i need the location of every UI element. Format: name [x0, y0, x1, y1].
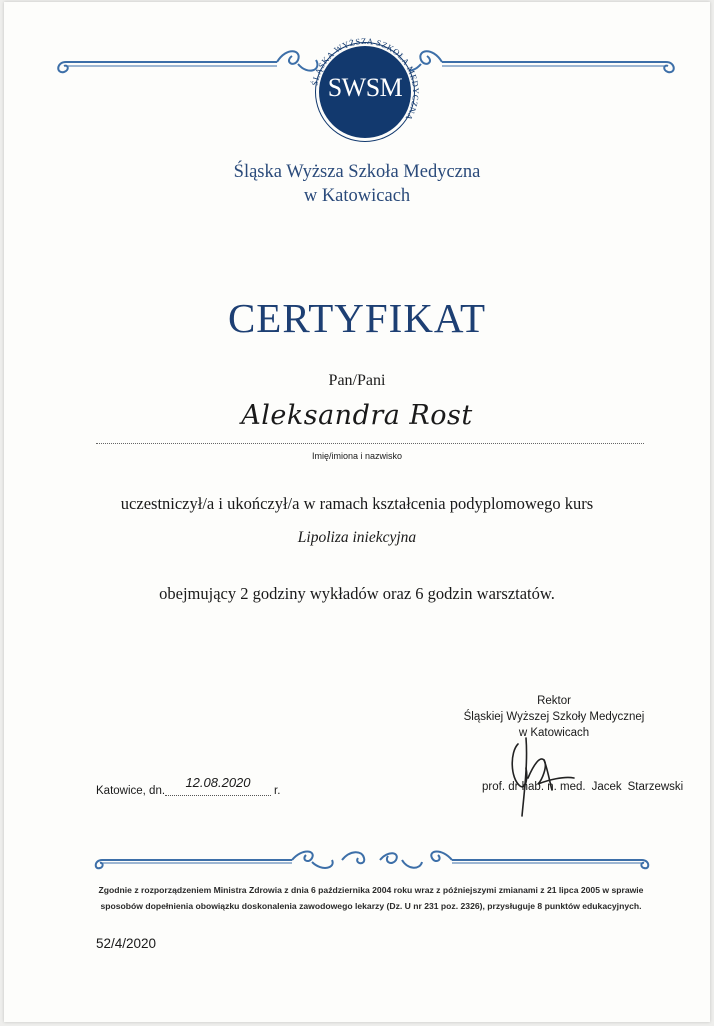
- bottom-ornament-border: [92, 842, 652, 878]
- certificate-page: [4, 2, 710, 1022]
- logo-abbreviation: SWSM: [327, 73, 403, 102]
- course-name: Lipoliza iniekcyjna: [297, 529, 417, 546]
- date-suffix: r.: [274, 785, 281, 797]
- legal-notice-line-2: sposobów dopełnienia obowiązku doskonalenia zawodowego lekarzy (Dz. U nr 231 poz. 2326), przysługuje 8 punktów edukacyjnych.: [100, 901, 642, 911]
- rector-org-line-1: Śląskiej Wyższej Szkoły Medycznej: [463, 711, 645, 723]
- rector-signature: [504, 734, 594, 818]
- institution-line-1: Śląska Wyższa Szkoła Medyczna: [233, 162, 481, 182]
- logo-ring-text: ŚLĄSKA WYŻSZA SZKOŁA MEDYCZNA: [309, 35, 422, 123]
- salutation: Pan/Pani: [328, 372, 386, 389]
- certificate-title: CERTYFIKAT: [227, 295, 487, 341]
- logo-ring: [295, 32, 435, 152]
- issue-date: 12.08.2020: [185, 775, 251, 790]
- name-dotted-line: [96, 443, 644, 444]
- issue-place: Katowice, dn.: [96, 785, 166, 797]
- rector-name: [482, 781, 683, 793]
- rector-name-prefix: prof. dr hab. n. med.: [482, 781, 586, 793]
- certificate-number: 52/4/2020: [96, 936, 157, 951]
- completion-statement: uczestniczył/a i ukończył/a w ramach kształcenia podyplomowego kurs: [120, 494, 594, 513]
- legal-notice-line-1: Zgodnie z rozporządzeniem Ministra Zdrowia z dnia 6 października 2004 roku wraz z późniejszymi zmianami z 21 lipca 2005 w sprawie: [98, 885, 644, 895]
- recipient-name: Aleksandra Rost: [241, 400, 473, 431]
- institution-name: [4, 160, 710, 208]
- rector-org-line-2: w Katowicach: [518, 727, 590, 739]
- rector-first-name: Jacek: [591, 781, 622, 793]
- course-hours: obejmujący 2 godziny wykładów oraz 6 godzin warsztatów.: [159, 584, 555, 603]
- rector-title: Rektor: [537, 695, 571, 707]
- legal-notice: [92, 882, 650, 914]
- name-caption: Imię/imiona i nazwisko: [311, 451, 403, 461]
- svg-text:ŚLĄSKA WYŻSZA SZKOŁA MEDYCZNA: [309, 36, 421, 123]
- institution-line-2: w Katowicach: [303, 186, 411, 206]
- swsm-logo: [295, 32, 435, 152]
- rector-last-name: Starzewski: [627, 781, 684, 793]
- date-dotted-line: [165, 795, 271, 796]
